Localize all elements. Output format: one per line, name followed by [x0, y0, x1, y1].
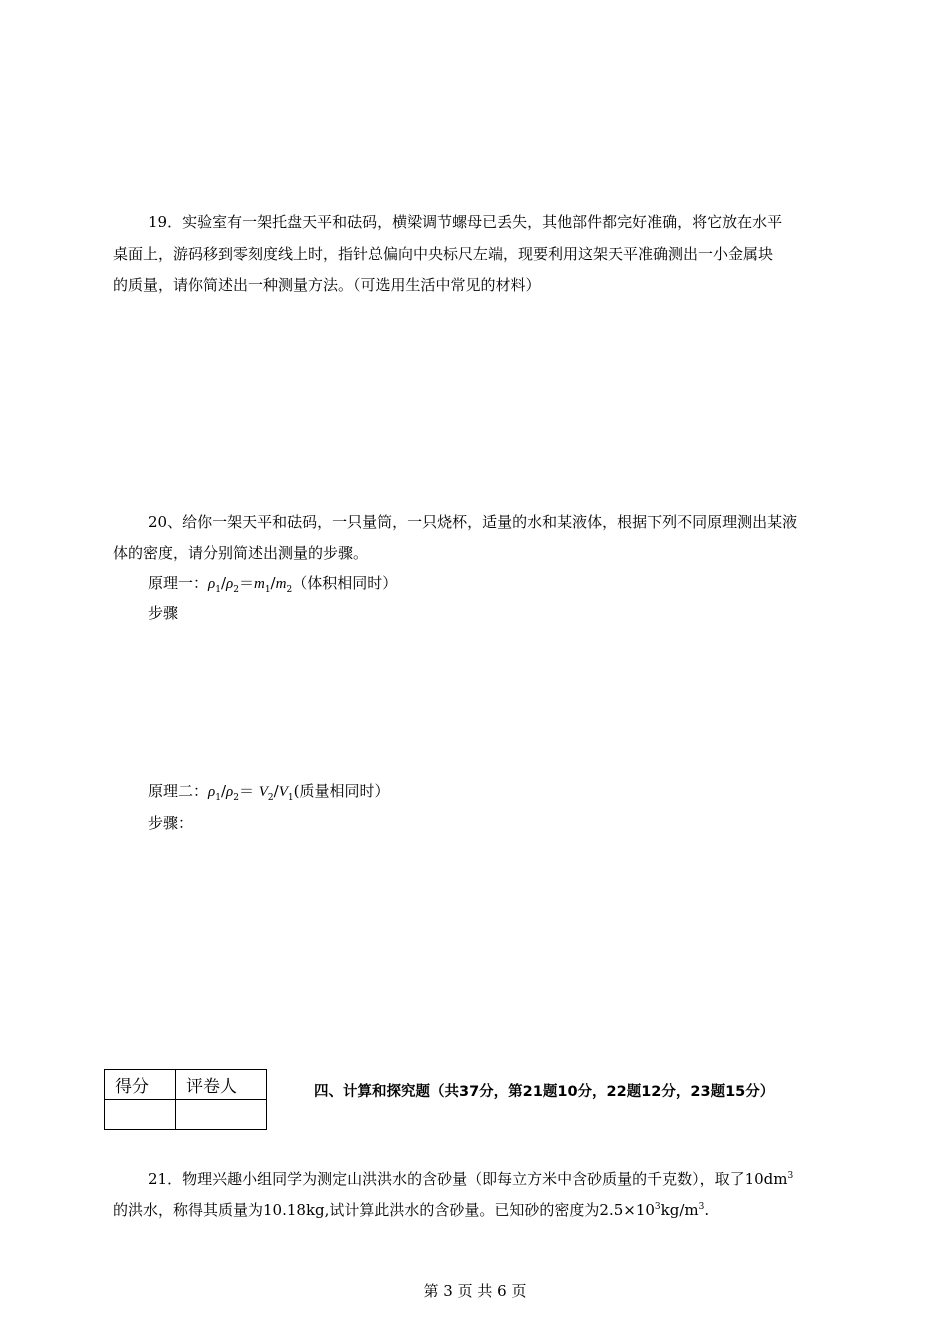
- q21-line-2-text: 的洪水，称得其质量为10.18kg,试计算此洪水的含砂量。已知砂的密度为2.5×10: [113, 1201, 655, 1219]
- section-four-title: 四、计算和探究题（共37分，第21题10分，22题12分，23题15分）: [314, 1084, 775, 1100]
- q21-line-1-text: 21．物理兴趣小组同学为测定山洪洪水的含砂量（即每立方米中含砂质量的千克数），取了10dm: [148, 1170, 788, 1188]
- q21-unit: kg/m: [660, 1201, 699, 1219]
- principle-one-label: 原理一：: [148, 574, 209, 592]
- score-cell: [105, 1100, 176, 1130]
- q21-unit-exponent: 3: [698, 1202, 705, 1212]
- score-table: [104, 1069, 267, 1130]
- principle-one-condition: （体积相同时）: [292, 574, 398, 592]
- q21-line-1: [148, 1169, 793, 1189]
- q20-line-2: 体的密度，请分别简述出测量的步骤。: [113, 544, 369, 562]
- q19-line-2: 桌面上，游码移到零刻度线上时，指针总偏向中央标尺左端，现要利用这架天平准确测出一小金属块: [113, 245, 774, 263]
- q19-line-1: 19．实验室有一架托盘天平和砝码，横梁调节螺母已丢失，其他部件都完好准确，将它放在水平: [148, 213, 783, 231]
- principle-two-label: 原理二：: [148, 782, 209, 800]
- principle-one: [148, 573, 397, 594]
- q21-power-exponent: 3: [654, 1202, 661, 1212]
- q21-period: .: [704, 1201, 710, 1219]
- principle-one-steps: 步骤: [148, 604, 179, 622]
- principle-one-formula: $\rho_1/\rho_2=m_1/m_2$: [208, 574, 293, 595]
- q19-line-3: 的质量，请你简述出一种测量方法。（可选用生活中常见的材料）: [113, 276, 541, 294]
- principle-two-formula: $\rho_1/\rho_2= V_2/V_1$: [208, 782, 294, 803]
- q21-line-2: [113, 1200, 709, 1220]
- q20-line-1: 20、给你一架天平和砝码，一只量筒，一只烧杯，适量的水和某液体，根据下列不同原理测出某液: [148, 513, 798, 531]
- page-footer: 第 3 页 共 6 页: [423, 1282, 527, 1300]
- principle-two-steps: 步骤：: [148, 814, 194, 832]
- principle-two: [148, 781, 389, 802]
- grader-cell: [176, 1100, 267, 1130]
- grader-header: 评卷人: [176, 1070, 267, 1100]
- score-header: 得分: [105, 1070, 176, 1100]
- principle-two-condition: (质量相同时）: [293, 782, 390, 800]
- q21-dm3-exponent: 3: [787, 1171, 794, 1181]
